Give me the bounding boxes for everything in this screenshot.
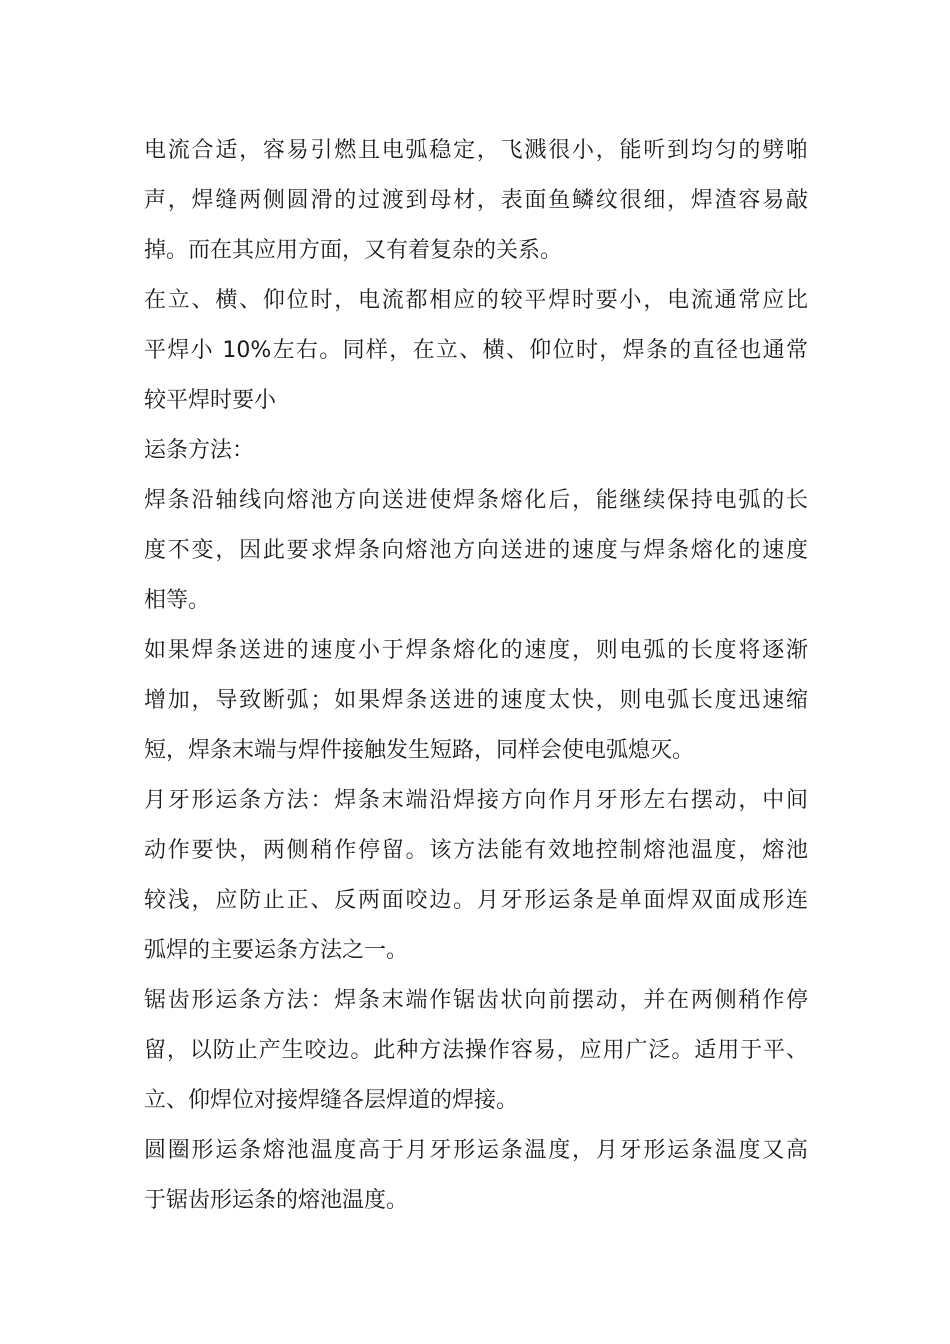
text-line: 掉。而在其应用方面，又有着复杂的关系。 (144, 238, 563, 263)
paragraph-current-suitable (144, 126, 808, 276)
document-body (144, 126, 808, 1226)
text-line: 动作要快，两侧稍作停留。该方法能有效地控制熔池温度，熔池 (144, 838, 808, 863)
paragraph-position-current (144, 276, 808, 426)
text-line: 在立、横、仰位时，电流都相应的较平焊时要小，电流通常应比 (144, 288, 808, 313)
text-line: 较浅，应防止正、反两面咬边。月牙形运条是单面焊双面成形连 (144, 888, 808, 913)
text-line: 声，焊缝两侧圆滑的过渡到母材，表面鱼鳞纹很细，焊渣容易敲 (144, 188, 808, 213)
paragraph-feed-speed (144, 626, 808, 776)
text-line: 度不变，因此要求焊条向熔池方向送进的速度与焊条熔化的速度 (144, 538, 808, 563)
paragraph-feed-along-axis (144, 476, 808, 626)
text-line: 运条方法： (144, 438, 255, 463)
text-line: 增加，导致断弧；如果焊条送进的速度太快，则电弧长度迅速缩 (144, 688, 808, 713)
text-line: 留，以防止产生咬边。此种方法操作容易，应用广泛。适用于平、 (144, 1038, 808, 1063)
paragraph-crescent-method (144, 776, 808, 976)
text-line: 焊条沿轴线向熔池方向送进使焊条熔化后，能继续保持电弧的长 (144, 488, 808, 513)
text-line: 月牙形运条方法：焊条末端沿焊接方向作月牙形左右摆动，中间 (144, 788, 808, 813)
text-line: 如果焊条送进的速度小于焊条熔化的速度，则电弧的长度将逐渐 (144, 638, 808, 663)
text-line: 于锯齿形运条的熔池温度。 (144, 1188, 409, 1213)
text-line: 立、仰焊位对接焊缝各层焊道的焊接。 (144, 1088, 519, 1113)
text-line: 电流合适，容易引燃且电弧稳定，飞溅很小，能听到均匀的劈啪 (144, 138, 808, 163)
text-line: 相等。 (144, 588, 211, 613)
text-line: 较平焊时要小 (144, 388, 277, 413)
text-line: 短，焊条末端与焊件接触发生短路，同样会使电弧熄灭。 (144, 738, 695, 763)
text-line: 弧焊的主要运条方法之一。 (144, 938, 409, 963)
text-line: 圆圈形运条熔池温度高于月牙形运条温度，月牙形运条温度又高 (144, 1138, 808, 1163)
paragraph-circle-method (144, 1126, 808, 1226)
text-line: 锯齿形运条方法：焊条末端作锯齿状向前摆动，并在两侧稍作停 (144, 988, 808, 1013)
paragraph-zigzag-method (144, 976, 808, 1126)
section-heading-electrode-manipulation (144, 426, 808, 476)
text-line: 平焊小 10%左右。同样，在立、横、仰位时，焊条的直径也通常 (144, 338, 808, 363)
